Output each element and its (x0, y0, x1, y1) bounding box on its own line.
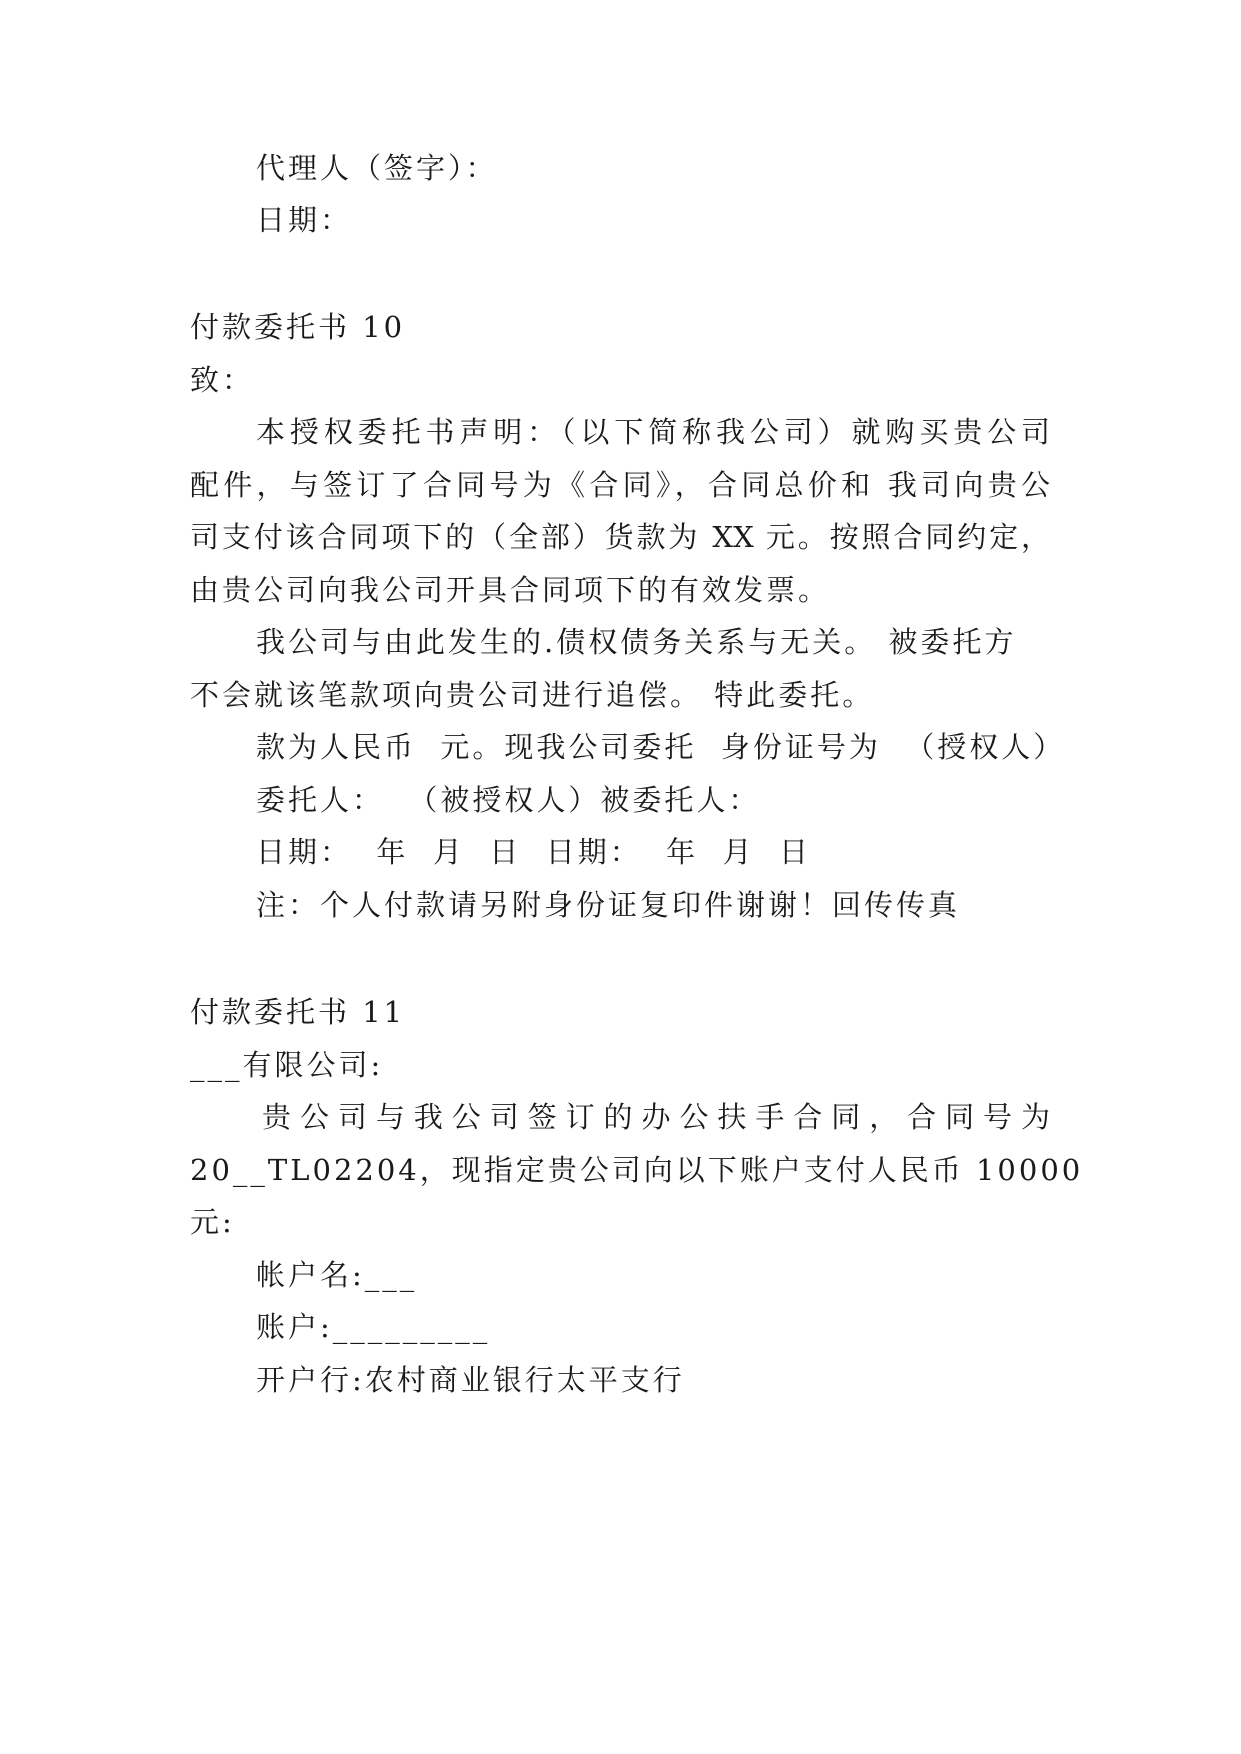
paragraph-line: 本授权委托书声明：（以下简称我公司）就购买贵公司 (256, 415, 1050, 449)
agent-signature-line: 代理人（签字）： (256, 151, 498, 185)
paragraph-line: 配件，与签订了合同号为《合同》，合同总价和 我司向贵公 (190, 468, 1050, 502)
paragraph-line: 元: (190, 1205, 235, 1239)
note-line: 注：个人付款请另附身份证复印件谢谢！回传传真 (256, 888, 961, 922)
company-line: ___有限公司: (190, 1048, 384, 1082)
bank-line: 开户行:农村商业银行太平支行 (256, 1363, 685, 1397)
amount-line: 款为人民币 元。现我公司委托 身份证号为 （授权人） (256, 730, 1066, 764)
salutation: 致： (190, 363, 255, 397)
section-title-10: 付款委托书 10 (190, 310, 406, 344)
date-line: 日期： (256, 203, 353, 237)
section-title-11: 付款委托书 11 (190, 995, 406, 1029)
paragraph-line: 不会就该笔款项向贵公司进行追偿。 特此委托。 (190, 678, 875, 712)
account-name-line: 帐户名:___ (256, 1258, 418, 1292)
paragraph-line: 20__TL02204，现指定贵公司向以下账户支付人民币 10000 (190, 1153, 1084, 1187)
account-number-line: 账户:_________ (256, 1310, 491, 1344)
paragraph-line: 贵公司与我公司签订的办公扶手合同，合同号为 (262, 1100, 1050, 1134)
principal-line: 委托人： （被授权人）被委托人： (256, 783, 761, 817)
date-line: 日期： 年 月 日 日期： 年 月 日 (256, 835, 812, 869)
paragraph-line: 司支付该合同项下的（全部）货款为 XX 元。按照合同约定， (190, 520, 1050, 554)
paragraph-line: 由贵公司向我公司开具合同项下的有效发票。 (190, 573, 831, 607)
paragraph-line: 我公司与由此发生的.债权债务关系与无关。 被委托方 (256, 625, 1017, 659)
